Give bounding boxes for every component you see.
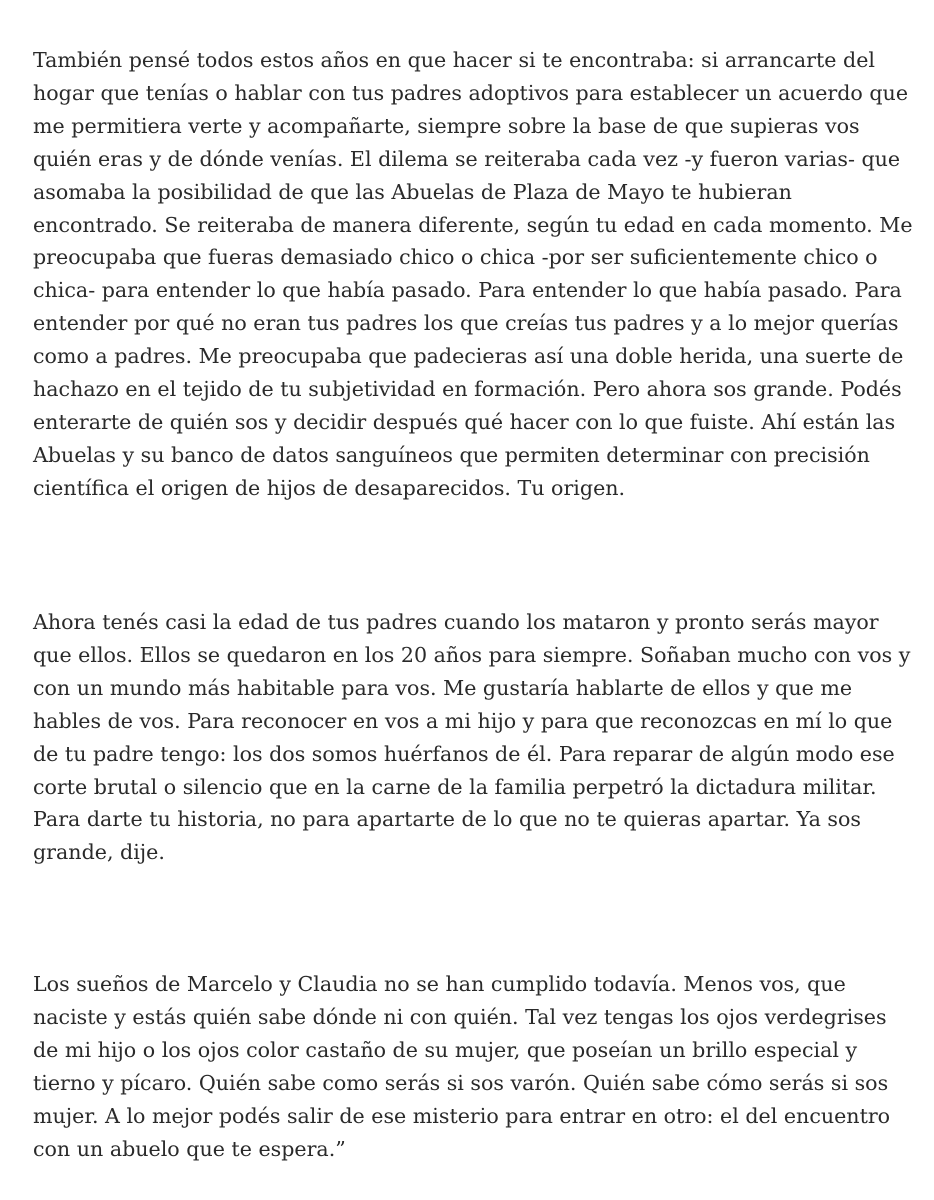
paragraph-2: Ahora tenés casi la edad de tus padres cuando los mataron y pronto serás mayor que ellos. Ellos se quedaron en los 20 años para siempre. Soñaban mucho con vos y con un mundo más habitable para vos. Me gustaría hablarte de ellos y que me hables de vos. Para reconocer en vos a mi hijo y para que reconozcas en mí lo que de tu padre tengo: los dos somos huérfanos de él. Para reparar de algún modo ese corte brutal o silencio que en la carne de la familia perpetró la dictadura militar. Para darte tu historia, no para apartarte de lo que no te quieras apartar. Ya sos grande, dije. (33, 610, 911, 865)
paragraph-3: Los sueños de Marcelo y Claudia no se han cumplido todavía. Menos vos, que naciste y estás quién sabe dónde ni con quién. Tal vez tengas los ojos verdegrises de mi hijo o los ojos color castaño de su mujer, que poseían un brillo especial y tierno y pícaro. Quién sabe como serás si sos varón. Quién sabe cómo serás si sos mujer. A lo mejor podés salir de ese misterio para entrar en otro: el del encuentro con un abuelo que te espera.” (33, 972, 891, 1161)
paragraph-1: También pensé todos estos años en que hacer si te encontraba: si arrancarte del hogar que tenías o hablar con tus padres adoptivos para establecer un acuerdo que me permitiera verte y acompañarte, siempre sobre la base de que supieras vos quién eras y de dónde venías. El dilema se reiteraba cada vez -y fueron varias- que asomaba la posibilidad de que las Abuelas de Plaza de Mayo te hubieran encontrado. Se reiteraba de manera diferente, según tu edad en cada momento. Me preocupaba que fueras demasiado chico o chica -por ser suficientemente chico o chica- para entender lo que había pasado. Para entender lo que había pasado. Para entender por qué no eran tus padres los que creías tus padres y a lo mejor querías como a padres. Me preocupaba que padecieras así una doble herida, una suerte de hachazo en el tejido de tu subjetividad en formación. Pero ahora sos grande. Podés enterarte de quién sos y decidir después qué hacer con lo que fuiste. Ahí están las Abuelas y su banco de datos sanguíneos que permiten determinar con precisión científica el origen de hijos de desaparecidos. Tu origen. (33, 48, 913, 500)
